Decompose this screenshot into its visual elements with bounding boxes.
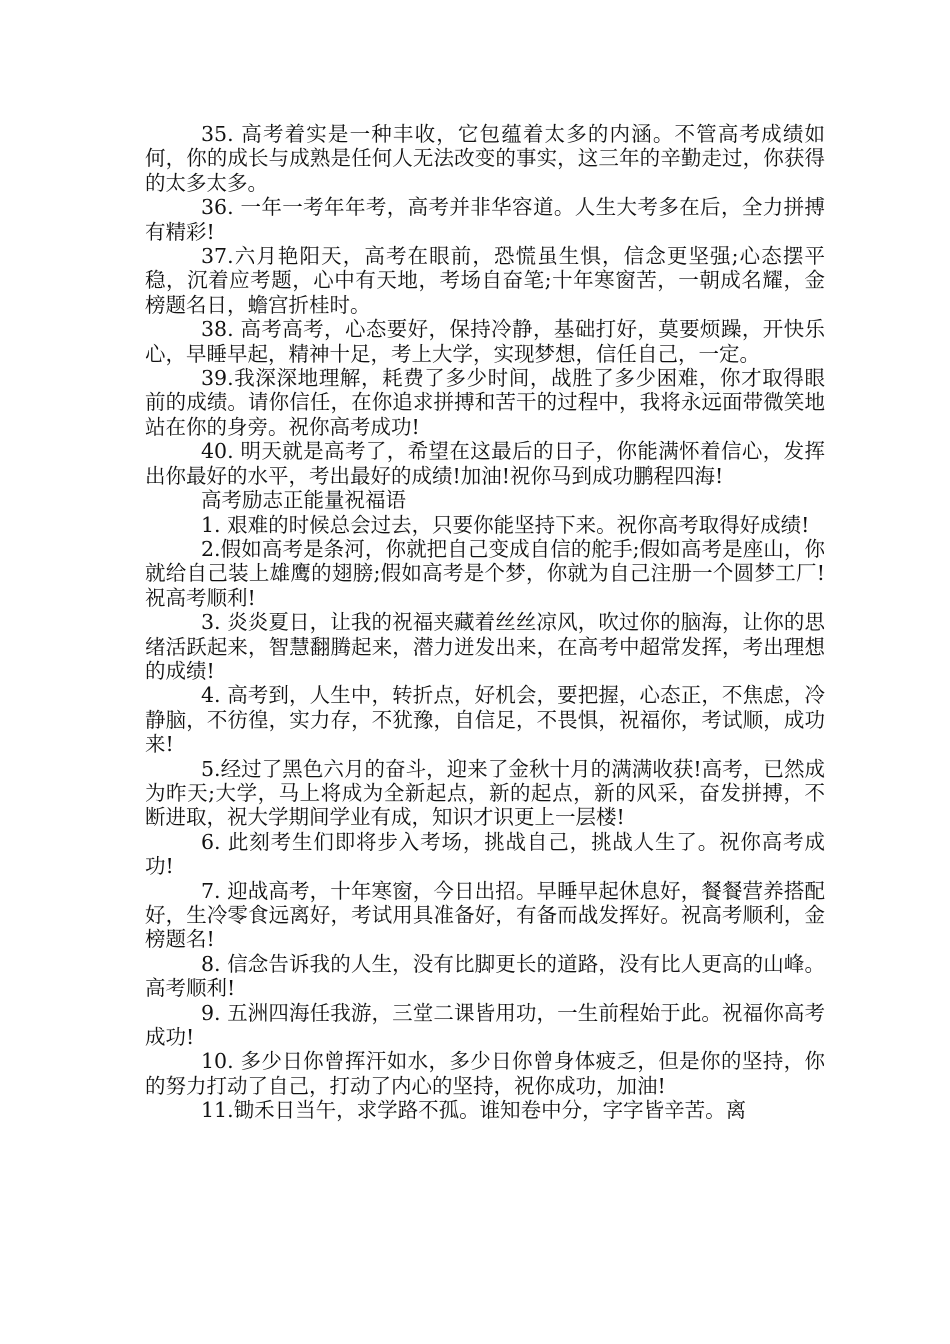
paragraph-8: 8. 信念告诉我的人生，没有比脚更长的道路，没有比人更高的山峰。高考顺利! <box>145 951 825 1001</box>
paragraph-3: 3. 炎炎夏日，让我的祝福夹藏着丝丝凉风，吹过你的脑海，让你的思绪活跃起来，智慧翻腾起来，潜力迸发出来，在高考中超常发挥，考出理想的成绩! <box>145 610 825 683</box>
paragraph-39: 39.我深深地理解，耗费了多少时间，战胜了多少困难，你才取得眼前的成绩。请你信任，在你追求拼搏和苦干的过程中，我将永远面带微笑地站在你的身旁。祝你高考成功! <box>145 366 825 439</box>
document-body <box>145 122 825 1123</box>
section-heading: 高考励志正能量祝福语 <box>201 488 406 513</box>
paragraph-6: 6. 此刻考生们即将步入考场，挑战自己，挑战人生了。祝你高考成功! <box>145 829 825 879</box>
paragraph-2: 2.假如高考是条河，你就把自己变成自信的舵手;假如高考是座山，你就给自己装上雄鹰的翅膀;假如高考是个梦，你就为自己注册一个圆梦工厂!祝高考顺利! <box>145 536 825 610</box>
paragraph-35: 35. 高考着实是一种丰收，它包蕴着太多的内涵。不管高考成绩如何，你的成长与成熟是任何人无法改变的事实，这三年的辛勤走过，你获得的太多太多。 <box>145 122 825 195</box>
paragraph-5: 5.经过了黑色六月的奋斗，迎来了金秋十月的满满收获!高考，已然成为昨天;大学，马上将成为全新起点，新的起点，新的风采，奋发拼搏，不断进取，祝大学期间学业有成，知识才识更上一层楼! <box>145 756 825 830</box>
paragraph-7: 7. 迎战高考，十年寒窗，今日出招。早睡早起休息好，餐餐营养搭配好，生冷零食远离好，考试用具准备好，有备而战发挥好。祝高考顺利，金榜题名! <box>145 878 825 952</box>
paragraph-38: 38. 高考高考，心态要好，保持冷静，基础打好，莫要烦躁，开快乐心，早睡早起，精神十足，考上大学，实现梦想，信任自己，一定。 <box>145 317 825 366</box>
paragraph-10: 10. 多少日你曾挥汗如水，多少日你曾身体疲乏，但是你的坚持，你的努力打动了自己，打动了内心的坚持，祝你成功，加油! <box>145 1049 825 1098</box>
paragraph-36: 36. 一年一考年年考，高考并非华容道。人生大考多在后，全力拼搏有精彩! <box>145 195 825 244</box>
paragraph-40: 40. 明天就是高考了，希望在这最后的日子，你能满怀着信心，发挥出你最好的水平，考出最好的成绩!加油!祝你马到成功鹏程四海! <box>145 439 825 488</box>
paragraph-11: 11.锄禾日当午，求学路不孤。谁知卷中分，字字皆辛苦。离 <box>201 1098 747 1123</box>
paragraph-1: 1. 艰难的时候总会过去，只要你能坚持下来。祝你高考取得好成绩! <box>201 512 810 537</box>
paragraph-37: 37.六月艳阳天，高考在眼前，恐慌虽生惧，信念更坚强;心态摆平稳，沉着应考题，心中有天地，考场自奋笔;十年寒窗苦，一朝成名耀，金榜题名日，蟾宫折桂时。 <box>145 244 825 317</box>
paragraph-4: 4. 高考到，人生中，转折点，好机会，要把握，心态正，不焦虑，冷静脑，不彷徨，实力存，不犹豫，自信足，不畏惧，祝福你，考试顺，成功来! <box>145 683 825 757</box>
paragraph-9: 9. 五洲四海任我游，三堂二课皆用功，一生前程始于此。祝福你高考成功! <box>145 1000 825 1050</box>
